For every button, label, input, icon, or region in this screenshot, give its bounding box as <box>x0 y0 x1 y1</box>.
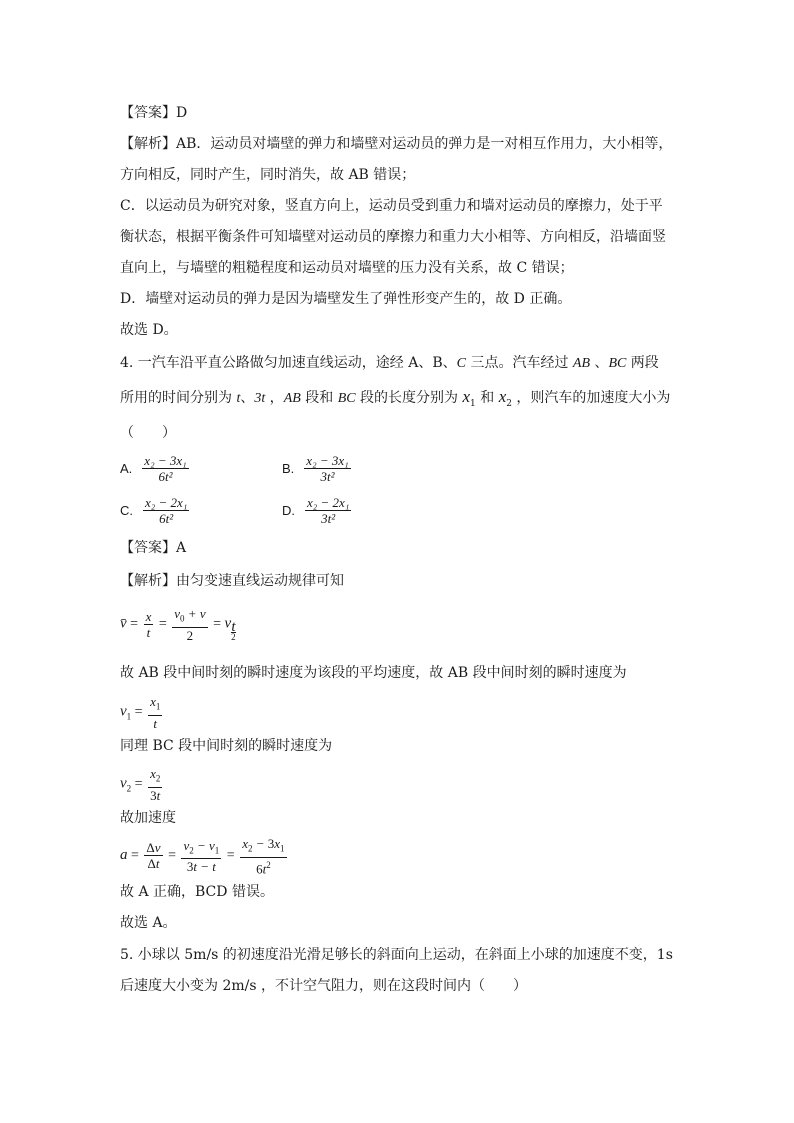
option-c <box>120 495 191 526</box>
analysis-tag: 【解析】 <box>120 573 176 589</box>
option-formula: $\frac{\text{x₂ − 3x₁}}{\text{3t²}}$ <box>306 453 349 484</box>
q4-analysis-intro <box>120 571 344 591</box>
stem-text: ，则汽车的加速度大小为 <box>511 390 671 406</box>
stem-text: 三点。汽车经过 <box>466 355 573 371</box>
option-formula: $\frac{\text{x₂ − 2x₁}}{\text{3t²}}$ <box>307 495 350 526</box>
stem-var-t: t <box>236 391 241 406</box>
q4-answer-paren: （ ） <box>120 425 176 441</box>
q4-analysis-avg-text: 故 AB 段中间时刻的瞬时速度为该段的平均速度，故 AB 段中间时刻的瞬时速度为 <box>120 665 627 681</box>
stem-segment-bc: BC <box>608 356 627 371</box>
q3-analysis-line-5: 直向上，与墙壁的粗糙程度和运动员对墙壁的压力没有关系，故 C 错误； <box>120 260 574 276</box>
stem-text: 、 <box>240 390 255 406</box>
q4-correct-text: 故 A 正确，BCD 错误。 <box>120 884 274 900</box>
option-label: A. <box>120 461 133 476</box>
q4-answer-line <box>120 538 186 558</box>
stem-text: 段和 <box>300 390 338 406</box>
option-label: D. <box>282 503 295 518</box>
stem-text: ， <box>265 390 284 406</box>
stem-text: 和 <box>475 390 499 406</box>
q4-analysis-acc-text: 故加速度 <box>120 810 176 826</box>
stem-text: 4. 一汽车沿平直公路做匀加速直线运动，途经 A、B、 <box>120 355 457 371</box>
stem-var-x1: x <box>462 387 471 406</box>
q3-analysis-line-2: 方向相反，同时产生，同时消失，故 AB 错误； <box>120 167 416 183</box>
equation-acceleration: a = $\frac{\Delta v}{\Delta t}$ = $\frac{v_2 - v_1}{3t - t}$ = $\frac{x_2 - 3x_1}{6t^2}$ <box>120 836 285 876</box>
stem-segment-ab: AB <box>283 391 301 406</box>
analysis-tag: 【解析】 <box>120 136 176 152</box>
stem-text: 所用的时间分别为 <box>120 390 237 406</box>
stem-var-x2: x <box>498 387 507 406</box>
stem-segment-ab: AB <box>572 356 591 371</box>
option-label: B. <box>282 461 295 476</box>
q4-stem-line-1 <box>120 353 659 374</box>
option-a <box>120 453 191 484</box>
q3-analysis-line-1 <box>120 134 672 154</box>
option-d <box>282 495 353 526</box>
q3-conclusion: 故选 D。 <box>120 322 178 338</box>
equation-average-velocity: v̄ = $\frac{x}{t}$ = $\frac{v_0 + v}{2}$ = v t 2 <box>120 606 236 643</box>
equation-v1: $v_1$ = $\frac{x_1}{t}$ <box>120 694 161 731</box>
stem-segment-bc: BC <box>337 391 356 406</box>
q3-answer-line <box>120 103 187 123</box>
stem-text: 两段 <box>626 355 659 371</box>
option-formula: $\frac{\text{x₂ − 2x₁}}{\text{6t²}}$ <box>145 495 188 526</box>
q3-analysis-line-3: C．以运动员为研究对象，竖直方向上，运动员受到重力和墙对运动员的摩擦力，处于平 <box>120 198 663 214</box>
q3-analysis-line-4: 衡状态，根据平衡条件可知墙壁对运动员的摩擦力和重力大小相等、方向相反，沿墙面竖 <box>120 229 666 245</box>
q5-stem-line-2: 后速度大小变为 2m/s ，不计空气阻力，则在这段时间内（ ） <box>120 978 527 994</box>
q4-analysis-bc-text: 同理 BC 段中间时刻的瞬时速度为 <box>120 738 333 754</box>
stem-point-c: C <box>456 356 466 371</box>
stem-text: 段的长度分别为 <box>355 390 463 406</box>
stem-text: 、 <box>590 355 609 371</box>
q5-stem-line-1: 5. 小球以 5m/s 的初速度沿光滑足够长的斜面向上运动，在斜面上小球的加速度不变，1s <box>120 947 673 963</box>
answer-tag: 【答案】 <box>120 105 176 121</box>
option-b <box>282 453 353 484</box>
option-formula: $\frac{\text{x₂ − 3x₁}}{\text{6t²}}$ <box>144 453 187 484</box>
answer-value: A <box>176 540 187 556</box>
analysis-text: 由匀变速直线运动规律可知 <box>176 573 344 589</box>
q4-conclusion: 故选 A。 <box>120 915 177 931</box>
analysis-text: AB．运动员对墙壁的弹力和墙壁对运动员的弹力是一对相互作用力，大小相等， <box>176 136 673 152</box>
answer-value: D <box>176 105 188 121</box>
answer-tag: 【答案】 <box>120 540 176 556</box>
equation-v2: $v_2$ = $\frac{x_2}{3t}$ <box>120 766 161 803</box>
q3-analysis-line-6: D．墙壁对运动员的弹力是因为墙壁发生了弹性形变产生的，故 D 正确。 <box>120 291 572 307</box>
option-label: C. <box>120 503 133 518</box>
q4-stem-line-2: 所用的时间分别为 t、3t ，AB 段和 BC 段的长度分别为 $x_1$ 和 $x_2$ ，则汽车的加速度大小为 <box>120 387 671 409</box>
stem-var-3t: 3t <box>254 391 266 406</box>
